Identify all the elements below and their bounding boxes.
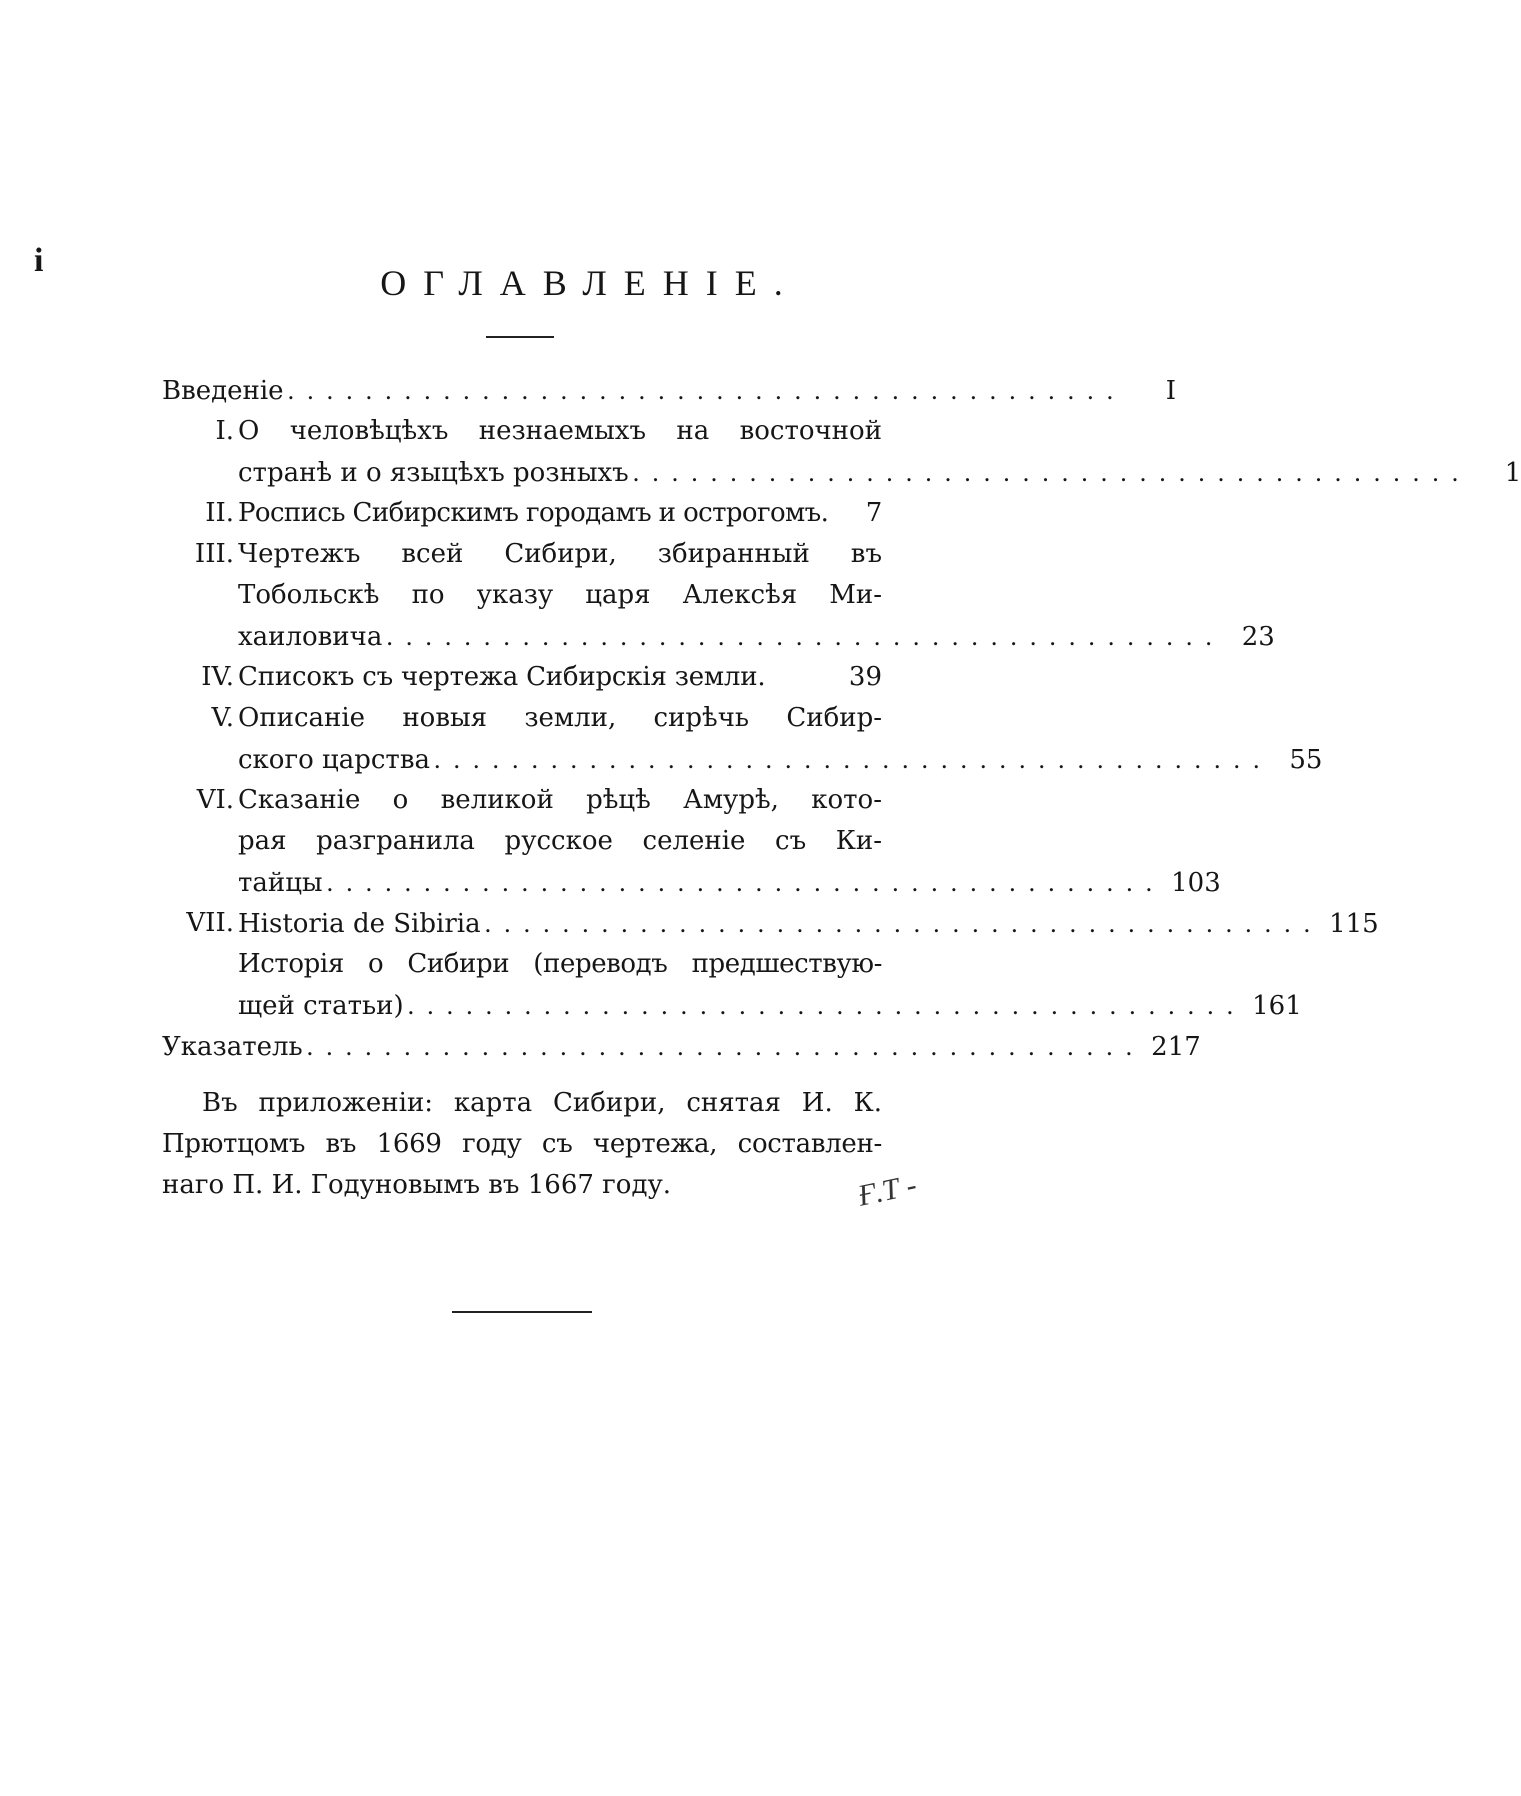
toc-label: Роспись Сибирскимъ городамъ и острогомъ.	[238, 498, 829, 528]
leader-dots: ...........................................	[407, 991, 1247, 1020]
toc-page: 23	[1241, 622, 1275, 652]
chapter-number: III.	[194, 539, 234, 569]
toc-page: 1	[1504, 458, 1521, 488]
leader-dots: ...........................................	[386, 622, 1225, 651]
appendix-note-line: наго П. И. Годуновымъ въ 1667 году.	[162, 1170, 672, 1200]
chapter-number: VI.	[196, 785, 234, 815]
toc-label-line: Тобольскѣ по указу царя Алексѣя Ми-	[238, 580, 882, 610]
toc-entry-chapter-6-cont	[162, 821, 882, 862]
toc-page: 161	[1252, 991, 1302, 1021]
leader-dots: ...........................................	[484, 909, 1324, 938]
toc-label: Указатель	[162, 1032, 303, 1062]
toc-label-line: Исторія о Сибири (переводъ предшествую-	[238, 949, 882, 979]
toc-entry-chapter-7-translation-cont	[162, 985, 1302, 1026]
leader-dots: ...........................................	[632, 458, 1472, 487]
toc-entry-chapter-3-cont	[162, 575, 882, 616]
toc-page: 39	[848, 662, 882, 692]
table-of-contents	[162, 370, 1521, 1067]
toc-label-line: хаиловича	[238, 622, 383, 652]
toc-entry-chapter-1	[162, 411, 882, 452]
toc-label: Historia de Sibiria	[238, 909, 481, 939]
toc-entry-chapter-5	[162, 698, 882, 739]
toc-label-line: Чертежъ всей Сибири, збиранный въ	[238, 539, 882, 569]
toc-label: Списокъ съ чертежа Сибирскія земли.	[238, 662, 766, 692]
leader-dots: ...........................................	[287, 376, 1127, 405]
toc-label-line: О человѣцѣхъ незнаемыхъ на восточной	[238, 416, 882, 446]
leader-dots: ...........................................	[433, 745, 1273, 774]
toc-entry-chapter-2	[162, 493, 882, 534]
toc-entry-chapter-7	[162, 903, 1379, 944]
chapter-number: I.	[215, 416, 234, 446]
toc-entry-intro	[162, 370, 1177, 411]
chapter-number: VII.	[186, 908, 234, 938]
title-rule	[486, 336, 554, 338]
toc-label-line: щей статьи)	[238, 991, 404, 1021]
end-rule	[452, 1311, 592, 1313]
toc-page: 55	[1289, 745, 1323, 775]
toc-entry-chapter-3	[162, 534, 882, 575]
toc-label-line: странѣ и о языцѣхъ розныхъ	[238, 458, 629, 488]
toc-label-line: Сказаніе о великой рѣцѣ Амурѣ, кото-	[238, 785, 882, 815]
toc-page: 115	[1329, 909, 1379, 939]
toc-label-line: ского царства	[238, 745, 430, 775]
toc-entry-chapter-6	[162, 780, 882, 821]
chapter-number: IV.	[201, 662, 234, 692]
toc-page: I	[1165, 376, 1177, 406]
margin-mark: i	[34, 242, 44, 279]
toc-label-line: рая разгранила русское селеніе съ Ки-	[238, 826, 882, 856]
leader-dots: ...........................................	[326, 868, 1166, 897]
toc-label-line: тайцы	[238, 868, 323, 898]
toc-entry-chapter-3-end	[162, 616, 1275, 657]
toc-entry-chapter-6-end	[162, 862, 1221, 903]
appendix-note	[162, 1083, 882, 1206]
chapter-number: V.	[211, 703, 234, 733]
toc-entry-chapter-7-translation	[162, 944, 882, 985]
toc-entry-chapter-1-cont	[162, 452, 1521, 493]
page-title: ОГЛАВЛЕНІЕ.	[380, 263, 800, 303]
toc-page: 103	[1171, 868, 1221, 898]
handwritten-note: Ғ.Т -	[855, 1168, 920, 1213]
toc-entry-index	[162, 1026, 1201, 1067]
appendix-note-line: Въ приложеніи: карта Сибири, снятая И. К.	[202, 1088, 882, 1118]
leader-dots: ...........................................	[306, 1032, 1146, 1061]
toc-entry-chapter-4	[162, 657, 882, 698]
toc-label: Введеніе	[162, 376, 284, 406]
toc-page: 7	[865, 498, 883, 528]
toc-page: 217	[1151, 1032, 1201, 1062]
toc-label-line: Описаніе новыя земли, сирѣчь Сибир-	[238, 703, 882, 733]
toc-entry-chapter-5-cont	[162, 739, 1323, 780]
appendix-note-line: Прютцомъ въ 1669 году съ чертежа, составлен-	[162, 1129, 882, 1159]
chapter-number: II.	[205, 498, 234, 528]
